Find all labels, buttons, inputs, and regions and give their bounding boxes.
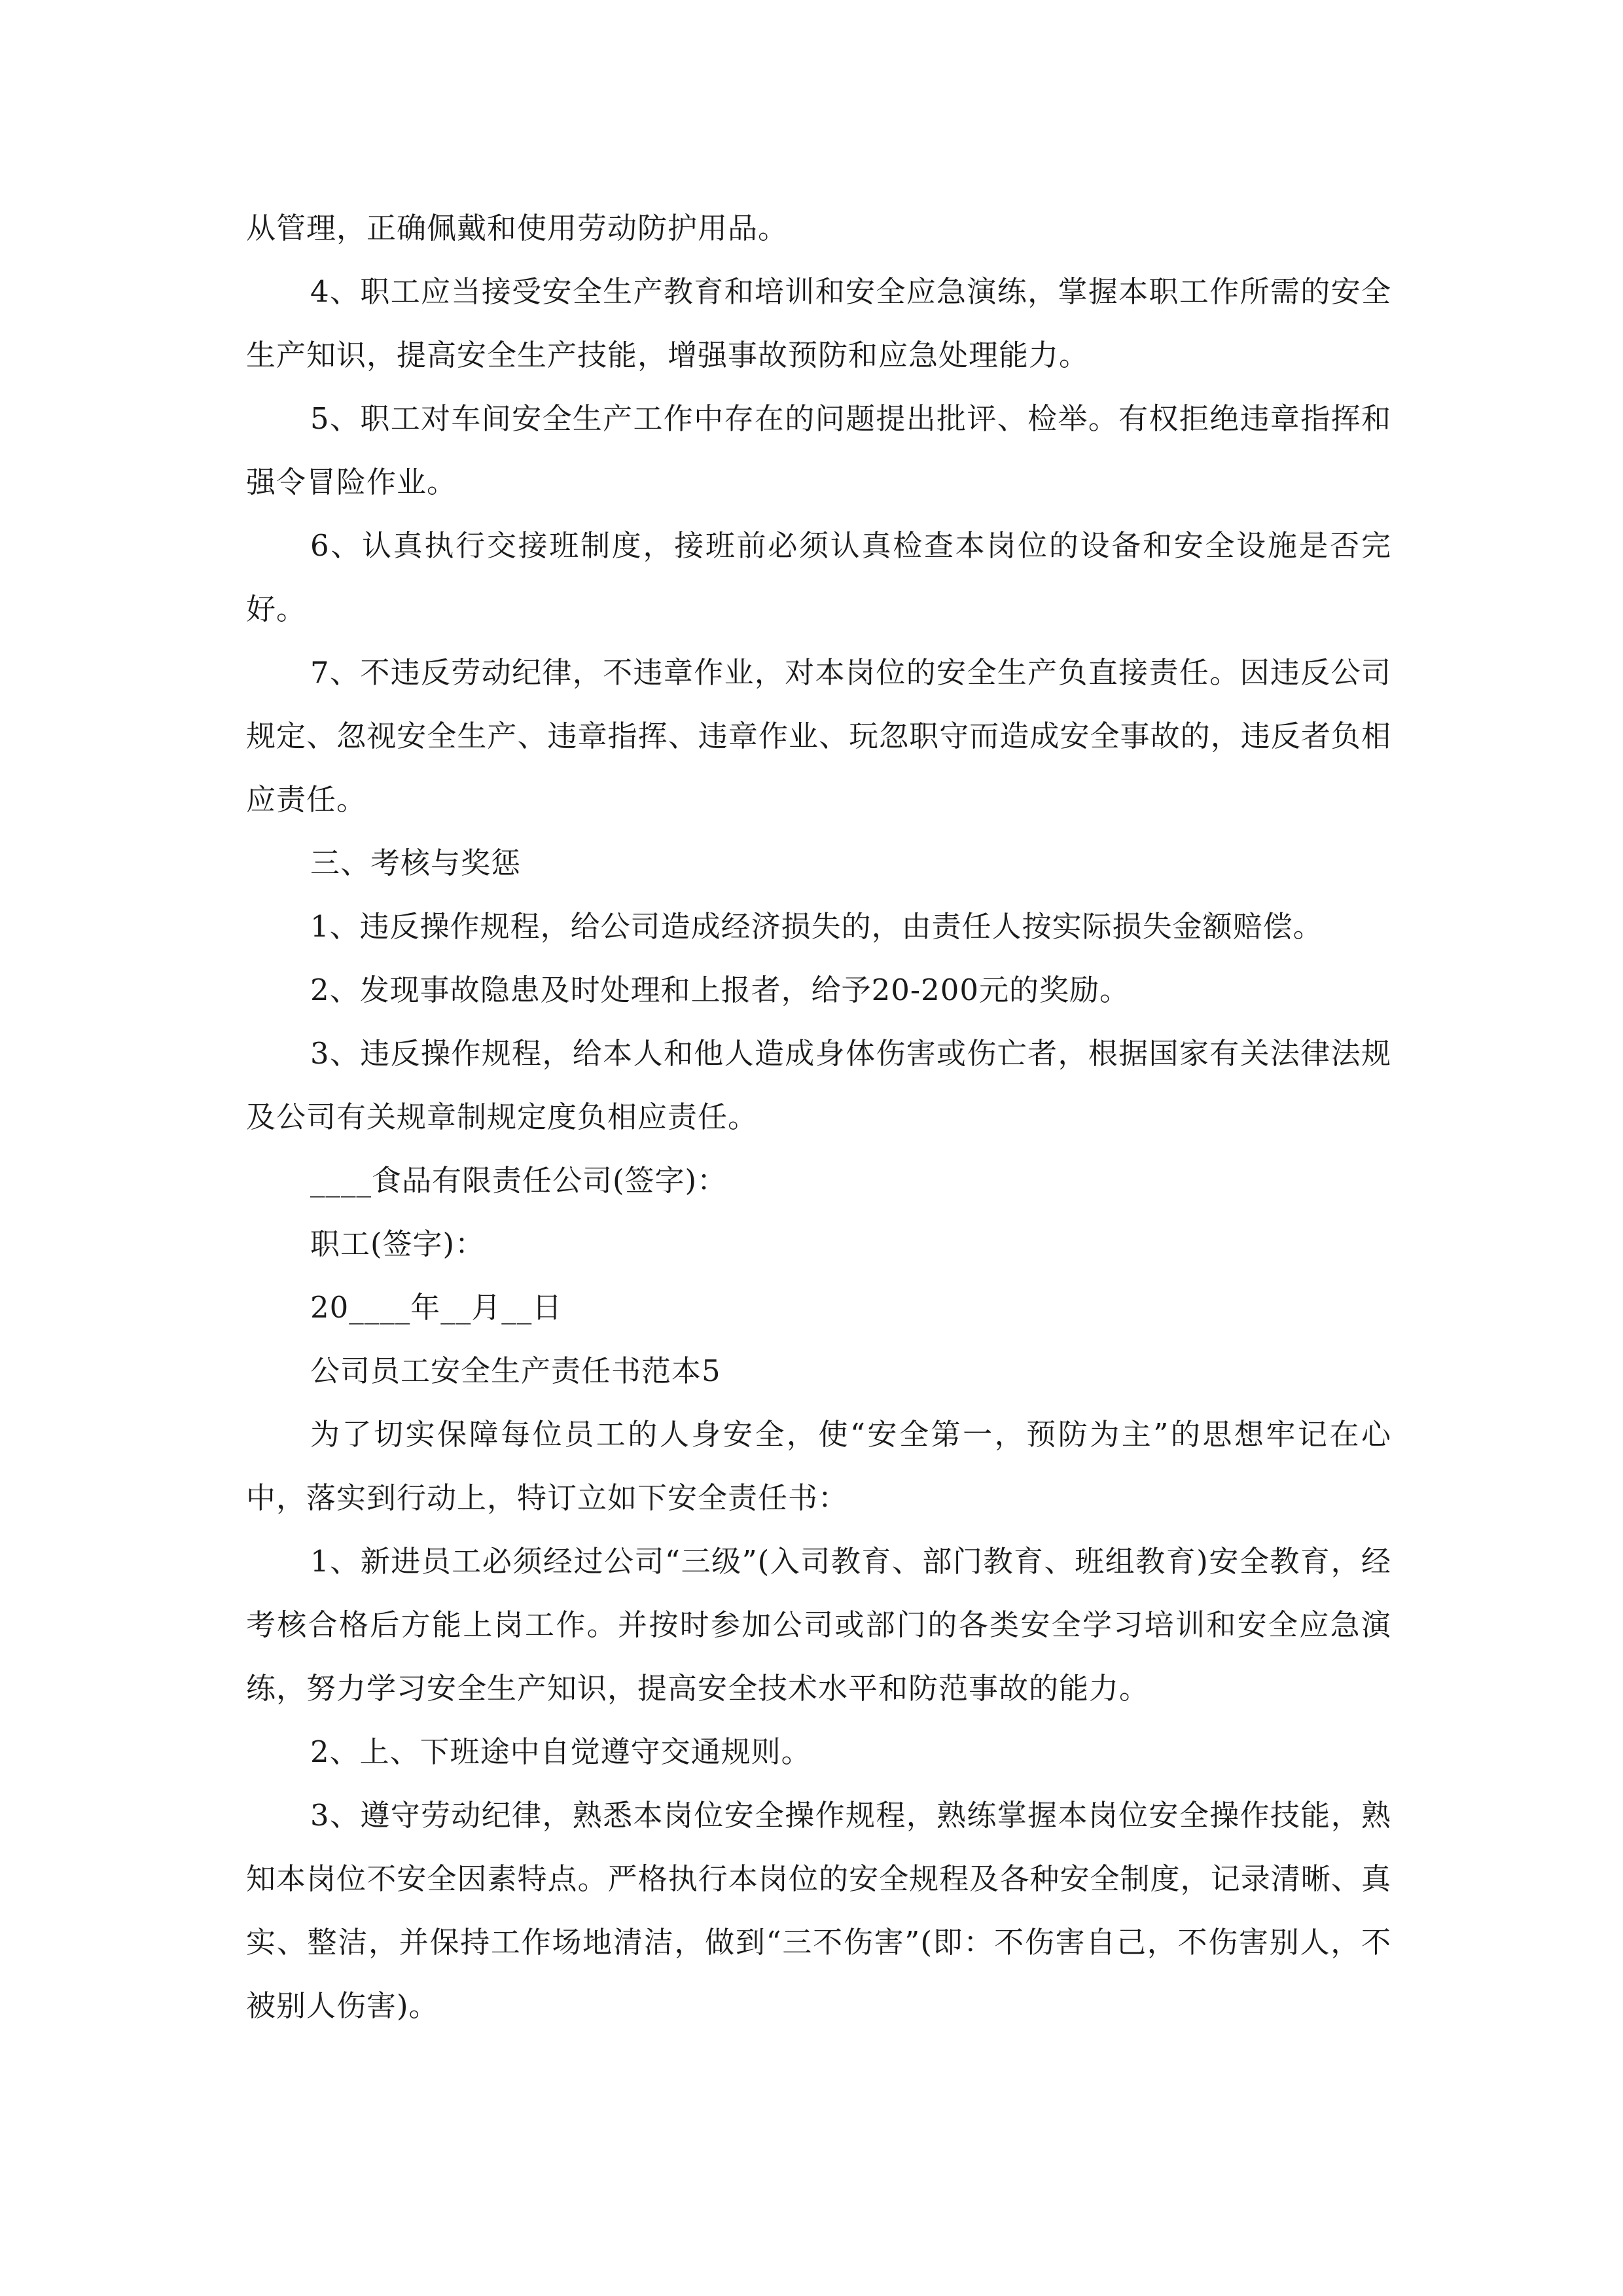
paragraph-assessment-2: 2、发现事故隐患及时处理和上报者，给予20-200元的奖励。	[310, 973, 1130, 1007]
paragraph-item-7: 7、不违反劳动纪律，不违章作业，对本岗位的安全生产负直接责任。因违反公司规定、忽视安全生产、违章指挥、违章作业、玩忽职守而造成安全事故的，违反者负相应责任。	[246, 655, 1391, 817]
paragraph-item-6: 6、认真执行交接班制度，接班前必须认真检查本岗位的设备和安全设施是否完好。	[246, 528, 1391, 626]
paragraph-rule-2: 2、上、下班途中自觉遵守交通规则。	[310, 1734, 812, 1769]
company-signature-line: ____食品有限责任公司(签字)：	[310, 1163, 728, 1198]
document-title-template-5: 公司员工安全生产责任书范本5	[310, 1354, 721, 1388]
paragraph-rule-3: 3、遵守劳动纪律，熟悉本岗位安全操作规程，熟练掌握本岗位安全操作技能，熟知本岗位不安全因素特点。严格执行本岗位的安全规程及各种安全制度，记录清晰、真实、整洁，并保持工作场地清洁，做到“三不伤害”(即：不伤害自己，不伤害别人，不被别人伤害)。	[246, 1798, 1391, 2023]
paragraph-intro: 为了切实保障每位员工的人身安全，使“安全第一，预防为主”的思想牢记在心中，落实到行动上，特订立如下安全责任书：	[246, 1417, 1391, 1515]
paragraph-rule-1: 1、新进员工必须经过公司“三级”(入司教育、部门教育、班组教育)安全教育，经考核合格后方能上岗工作。并按时参加公司或部门的各类安全学习培训和安全应急演练，努力学习安全生产知识，提高安全技术水平和防范事故的能力。	[246, 1544, 1391, 1706]
paragraph-item-4: 4、职工应当接受安全生产教育和培训和安全应急演练，掌握本职工作所需的安全生产知识，提高安全生产技能，增强事故预防和应急处理能力。	[246, 274, 1391, 372]
date-line: 20____年__月__日	[310, 1290, 563, 1325]
paragraph-continuation: 从管理，正确佩戴和使用劳动防护用品。	[246, 211, 789, 245]
employee-signature-line: 职工(签字)：	[310, 1227, 486, 1261]
paragraph-item-5: 5、职工对车间安全生产工作中存在的问题提出批评、检举。有权拒绝违章指挥和强令冒险作业。	[246, 401, 1391, 499]
document-body	[246, 196, 1391, 2037]
paragraph-assessment-3: 3、违反操作规程，给本人和他人造成身体伤害或伤亡者，根据国家有关法律法规及公司有关规章制规定度负相应责任。	[246, 1036, 1391, 1134]
section-heading-assessment: 三、考核与奖惩	[310, 846, 522, 880]
paragraph-assessment-1: 1、违反操作规程，给公司造成经济损失的，由责任人按实际损失金额赔偿。	[310, 909, 1323, 944]
